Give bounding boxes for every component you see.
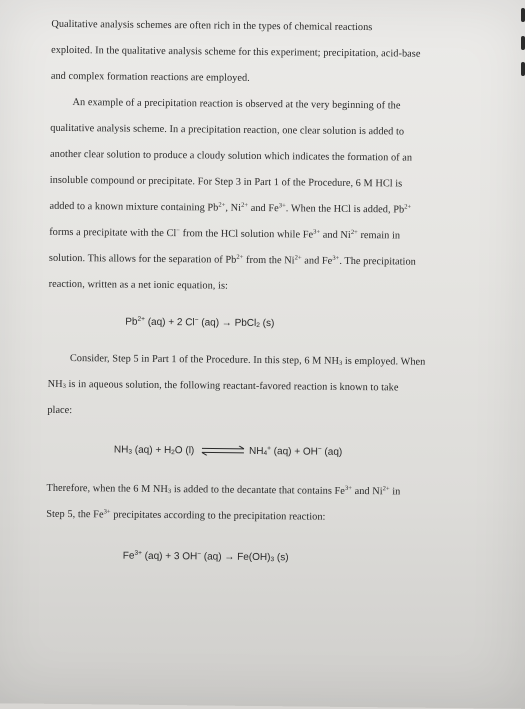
para2-line6: forms a precipitate with the Cl− from the HCl solution while $Fe^{3+}$ and $Ni^{2+}$ remain in bbox=[49, 227, 400, 242]
para2-line5: added to a known mixture containing $Pb^{2+}$, $Ni^{2+}$ and $Fe^{3+}$. When the HCl is added, $Pb^{2+}$ bbox=[49, 201, 411, 216]
equilibrium-arrow-icon bbox=[200, 446, 246, 456]
para2-line8: reaction, written as a net ionic equation, is: bbox=[49, 279, 228, 292]
page-number bbox=[0, 0, 519, 3]
para2-line2: qualitative analysis scheme. In a precipitation reaction, one clear solution is added to bbox=[50, 123, 404, 138]
binder-mark bbox=[521, 8, 525, 22]
equation-precipitation-pbcl2: $Pb^{2+}$ (aq) + 2 Cl− (aq) → PbCl$_2$ (s) bbox=[125, 317, 274, 330]
binder-mark bbox=[521, 62, 525, 76]
para3-line2: $NH_3$ is in aqueous solution, the following reactant-favored reaction is known to take bbox=[48, 379, 399, 394]
equation-precipitation-feoh3: $Fe^{3+}$ (aq) + 3 OH− $(aq) \to Fe(OH)_3$ (s) bbox=[123, 551, 289, 564]
para1-line3: and complex formation reactions are employed. bbox=[51, 71, 250, 84]
para1-line1: Qualitative analysis schemes are often rich in the types of chemical reactions bbox=[51, 19, 372, 33]
para4-line1: Therefore, when the 6 M $NH_3$ is added to the decantate that contains $Fe^{3+}$ and $Ni^{2+}$ in bbox=[46, 483, 400, 498]
para3-line3: place: bbox=[47, 405, 72, 416]
para2-line7: solution. This allows for the separation of $Pb^{2+}$ from the $Ni^{2+}$ and $Fe^{3+}$. The precipitation bbox=[49, 253, 416, 268]
para2-line4: insoluble compound or precipitate. For Step 3 in Part 1 of the Procedure, 6 M HCl is bbox=[50, 175, 403, 190]
para2-line1: An example of a precipitation reaction is observed at the very beginning of the bbox=[73, 97, 401, 111]
binder-mark bbox=[521, 36, 525, 50]
para1-line2: exploited. In the qualitative analysis scheme for this experiment; precipitation, acid-base bbox=[51, 45, 421, 60]
para3-line1: Consider, Step 5 in Part 1 of the Procedure. In this step, 6 M $NH_3$ is employed. When bbox=[70, 353, 426, 368]
para4-line2: Step 5, the $Fe^{3+}$ precipitates according to the precipitation reaction: bbox=[46, 509, 325, 523]
para2-line3: another clear solution to produce a cloudy solution which indicates the formation of an bbox=[50, 149, 412, 164]
equation-ammonia-equilibrium: $NH_3$ $(aq) + H_2O$ (l) $NH_4^+$ (aq) + OH− (aq) bbox=[114, 444, 342, 457]
